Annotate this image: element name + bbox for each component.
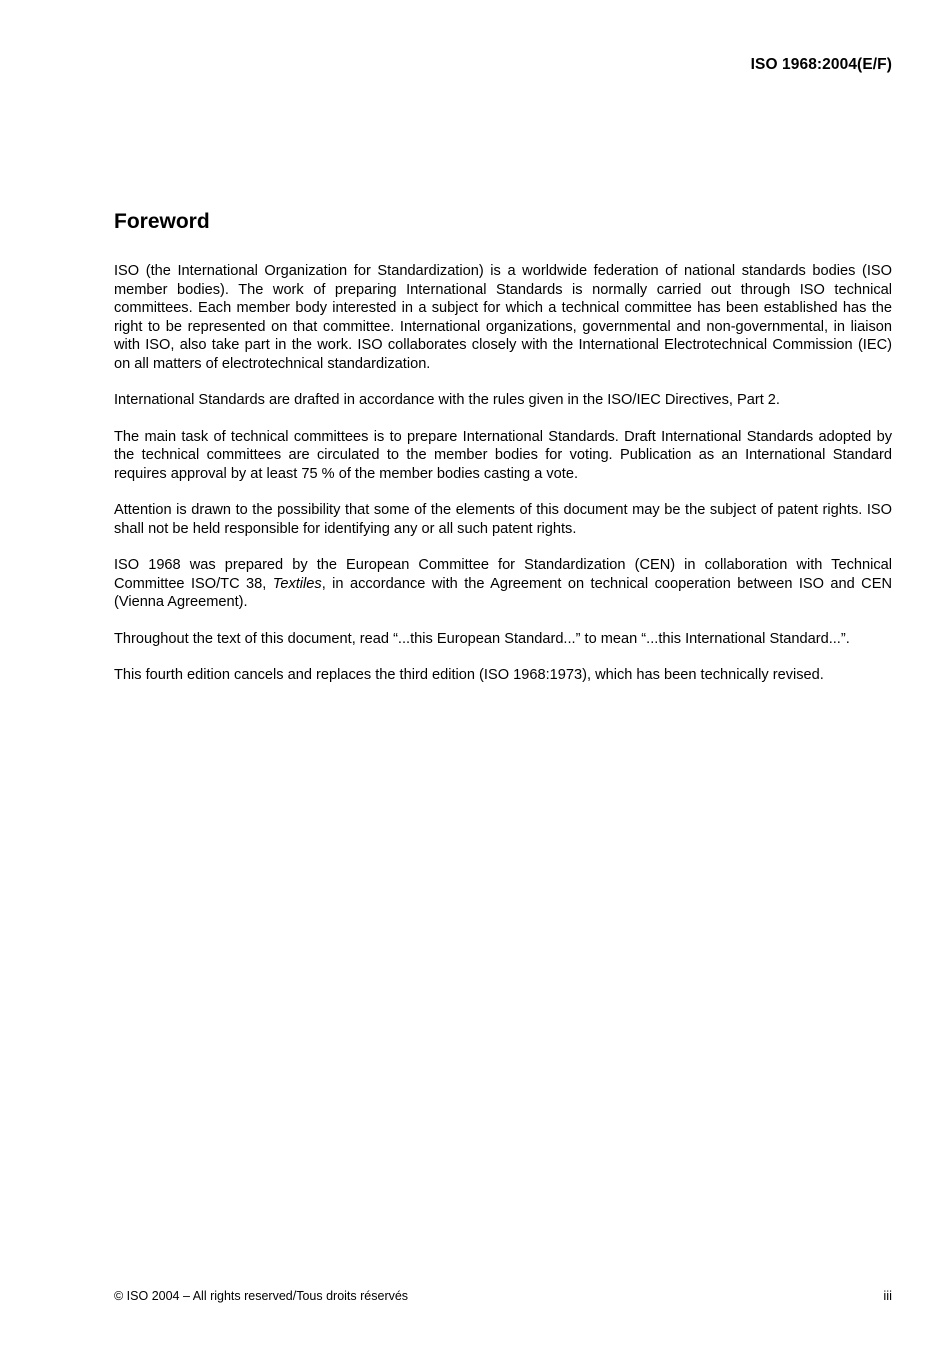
preparation-text-before: ISO 1968 was prepared by the European Committee for Standardization (CEN) in collaboration with Technical Committee ISO/TC 38, (114, 557, 892, 592)
paragraph-patent-rights: Attention is drawn to the possibility that some of the elements of this document may be the subject of patent rights. ISO shall not be held responsible for identifying any or all such patent rights. (114, 502, 892, 537)
page-footer (114, 1288, 892, 1303)
copyright-notice: © ISO 2004 – All rights reserved/Tous droits réservés (114, 1289, 409, 1303)
page-number: iii (883, 1288, 892, 1303)
paragraph-iso-federation: ISO (the International Organization for Standardization) is a worldwide federation of national standards bodies (ISO member bodies). The work of preparing International Standards is normally carried out through ISO technical committees. Each member body interested in a subject for which a technical committee has been established has the right to be represented on that committee. International organizations, governmental and non-governmental, in liaison with ISO, also take part in the work. ISO collaborates closely with the International Electrotechnical Commission (IEC) on all matters of electrotechnical standardization. (114, 263, 892, 372)
paragraph-preparation (114, 556, 892, 612)
preparation-text-italic: Textiles (272, 575, 322, 592)
paragraph-edition-note: This fourth edition cancels and replaces the third edition (ISO 1968:1973), which has been technically revised. (114, 667, 824, 683)
paragraph-directives: International Standards are drafted in accordance with the rules given in the ISO/IEC Directives, Part 2. (114, 392, 780, 408)
document-id: ISO 1968:2004(E/F) (750, 56, 892, 73)
page-title: Foreword (114, 210, 210, 233)
foreword-section (114, 208, 892, 703)
paragraph-reading-note: Throughout the text of this document, read “...this European Standard...” to mean “...this International Standard...”. (114, 630, 850, 647)
paragraph-main-task: The main task of technical committees is to prepare International Standards. Draft International Standards adopted by the technical committees are circulated to the member bodies for voting. Publication as an International Standard requires approval by at least 75 % of the member bodies casting a vote. (114, 428, 892, 482)
preparation-text-after: , in accordance with the Agreement on technical cooperation between ISO and CEN (Vienna Agreement). (114, 575, 892, 610)
